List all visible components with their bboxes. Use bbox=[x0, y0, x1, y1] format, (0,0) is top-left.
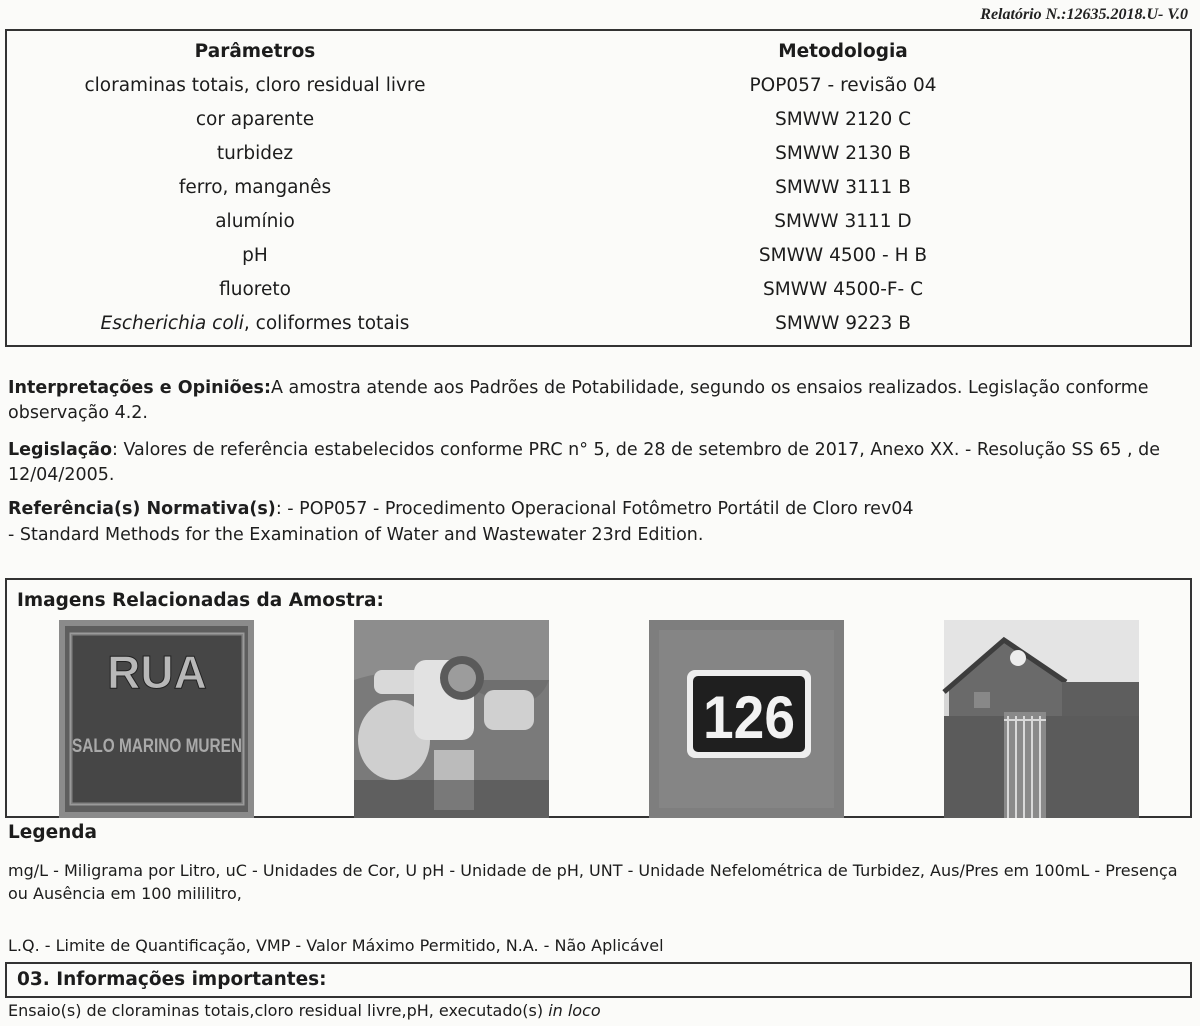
table-row bbox=[7, 69, 1190, 103]
param-name: pH bbox=[242, 245, 268, 266]
param-name: ferro, manganês bbox=[178, 177, 332, 198]
sign-text-rua: RUA bbox=[107, 646, 207, 698]
photo-water-meter bbox=[354, 620, 549, 818]
param-method: SMWW 4500-F- C bbox=[762, 279, 924, 300]
param-method: SMWW 2130 B bbox=[775, 143, 911, 164]
street-sign-image bbox=[59, 620, 254, 818]
param-name-rest: , coliformes totais bbox=[243, 313, 410, 334]
table-row bbox=[7, 137, 1190, 171]
referencias-label: Referência(s) Normativa(s) bbox=[8, 499, 276, 519]
report-number: Relatório N.:12635.2018.U- V.0 bbox=[980, 6, 1188, 23]
parameters-table bbox=[5, 29, 1192, 347]
sign-text-street-name: SALO MARINO MUREN bbox=[72, 736, 242, 757]
param-method: SMWW 9223 B bbox=[775, 313, 911, 334]
param-method: POP057 - revisão 04 bbox=[749, 75, 937, 96]
info-text-italic: in loco bbox=[548, 1001, 601, 1020]
legend-title: Legenda bbox=[8, 822, 98, 843]
header-parametros: Parâmetros bbox=[194, 41, 316, 62]
table-row bbox=[7, 103, 1190, 137]
param-method: SMWW 4500 - H B bbox=[758, 245, 928, 266]
param-name: fluoreto bbox=[219, 279, 291, 300]
important-info-header bbox=[5, 962, 1192, 998]
param-method: SMWW 3111 D bbox=[774, 211, 912, 232]
house-number-image bbox=[649, 620, 844, 818]
parameters-table-header bbox=[7, 35, 1190, 69]
referencias-text: : - POP057 - Procedimento Operacional Fotômetro Portátil de Cloro rev04 bbox=[275, 499, 914, 519]
param-name bbox=[7, 307, 503, 341]
sample-images-section bbox=[5, 578, 1192, 818]
legislacao-paragraph bbox=[8, 438, 1193, 487]
legislacao-text: : Valores de referência estabelecidos conforme PRC n° 5, de 28 de setembro de 2017, Anexo XX. - Resolução SS 65 , de 12/04/2005. bbox=[8, 440, 1161, 485]
important-info-text bbox=[8, 1001, 601, 1020]
legend-text-abbreviations: L.Q. - Limite de Quantificação, VMP - Valor Máximo Permitido, N.A. - Não Aplicável bbox=[8, 936, 664, 955]
param-name-italic: Escherichia coli bbox=[100, 313, 244, 334]
param-method: SMWW 3111 B bbox=[775, 177, 911, 198]
house-image bbox=[944, 620, 1139, 818]
table-row bbox=[7, 205, 1190, 239]
info-text-main: Ensaio(s) de cloraminas totais,cloro residual livre,pH, executado(s) bbox=[8, 1001, 549, 1020]
table-row bbox=[7, 273, 1190, 307]
param-name: cloraminas totais, cloro residual livre bbox=[84, 75, 426, 96]
legislacao-label: Legislação bbox=[8, 440, 112, 460]
interpretacoes-label: Interpretações e Opiniões: bbox=[8, 378, 271, 398]
referencias-paragraph bbox=[8, 497, 1193, 522]
table-row bbox=[7, 171, 1190, 205]
house-number-text: 126 bbox=[703, 684, 795, 751]
referencias-line2: - Standard Methods for the Examination of Water and Wastewater 23rd Edition. bbox=[8, 525, 704, 545]
table-row bbox=[7, 239, 1190, 273]
photo-house-number bbox=[649, 620, 844, 818]
param-method: SMWW 2120 C bbox=[774, 109, 912, 130]
water-meter-image bbox=[354, 620, 549, 818]
interpretacoes-paragraph bbox=[8, 376, 1193, 425]
legend-text-units: mg/L - Miligrama por Litro, uC - Unidades de Cor, U pH - Unidade de pH, UNT - Unidade Nefelométrica de Turbidez, Aus/Pres em 100mL - Presença ou Ausência em 100 mililitro, bbox=[8, 861, 1178, 903]
images-title: Imagens Relacionadas da Amostra: bbox=[17, 590, 384, 611]
photo-street-sign bbox=[59, 620, 254, 818]
param-name: alumínio bbox=[215, 211, 295, 232]
header-metodologia: Metodologia bbox=[778, 41, 908, 62]
interpretacoes-text: A amostra atende aos Padrões de Potabilidade, segundo os ensaios realizados. Legislação conforme observação 4.2. bbox=[8, 378, 1149, 423]
param-name: turbidez bbox=[216, 143, 294, 164]
photo-house bbox=[944, 620, 1139, 818]
param-name: cor aparente bbox=[195, 109, 315, 130]
table-row bbox=[7, 307, 1190, 341]
important-info-title: 03. Informações importantes: bbox=[17, 969, 327, 990]
